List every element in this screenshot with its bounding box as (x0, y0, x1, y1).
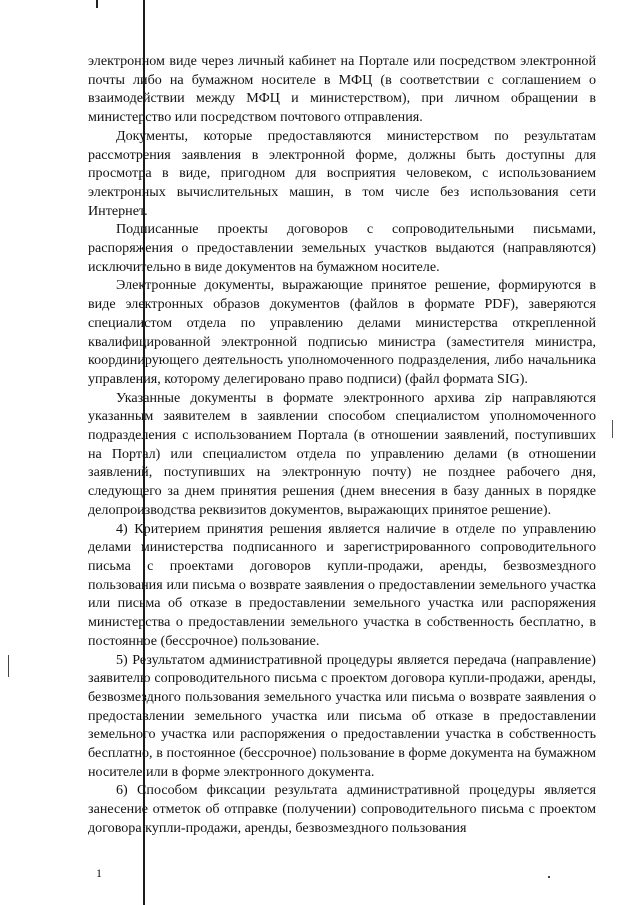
paragraph: 5) Результатом административной процедуры является передача (направление) заявителю сопроводительного письма с проектом договора купли-продажи, аренды, безвозмездного пользования земельного участка или письма о возврате заявления о предоставлении земельного участка или письма об отказе в предоставлении земельного участка или распоряжения о предоставлении участка в собственность бесплатно, в постоянное (бессрочное) пользование в форме документа на бумажном носителе или в форме электронного документа. (88, 651, 596, 780)
scan-artifact-mark (548, 876, 550, 878)
paragraph: 4) Критерием принятия решения является наличие в отделе по управлению делами министерства подписанного и зарегистрированного сопроводительного письма с проектами договоров купли-продажи, аренды, безвозмездного пользования или письма о возврате заявления о предоставлении земельного участка или письма об отказе в предоставлении земельного участка или распоряжения министерства о предоставлении земельного участка в собственность бесплатно, в постоянное (бессрочное) пользование. (88, 520, 596, 649)
page-mark: 1 (96, 866, 102, 880)
paragraph: Указанные документы в формате электронного архива zip направляются указанным заявителем в заявлении способом специалистом уполномоченного подразделения с использованием Портала (в отношении заявлений, поступивших на Портал) или специалистом отдела по управлению делами (в отношении заявлений, поступивших на электронную почту) не позднее рабочего дня, следующего за днем принятия решения (днем внесения в базу данных в порядке делопроизводства реквизитов документов, выражающих принятое решение). (88, 389, 596, 518)
paragraph: электронном виде через личный кабинет на Портале или посредством электронной почты либо на бумажном носителе в МФЦ (в соответствии с соглашением о взаимодействии между МФЦ и министерством), при личном обращении в министерство или посредством почтового отправления. (88, 53, 596, 126)
scan-artifact-mark (8, 655, 9, 677)
scan-artifact-mark (96, 0, 98, 8)
paragraph: Документы, которые предоставляются министерством по результатам рассмотрения заявления в электронной форме, должны быть доступны для просмотра в виде, пригодном для восприятия человеком, с использованием электронных вычислительных машин, в том числе без использования сети Интернет. (88, 127, 596, 219)
scan-artifact-mark (612, 420, 613, 438)
paragraph: Электронные документы, выражающие принятое решение, формируются в виде электронных образов документов (файлов в формате PDF), заверяются специалистом отдела по управлению делами министерства открепленной квалифицированной электронной подписью министра (заместителя министра, координирующего деятельность уполномоченного подразделения, либо начальника управления, которому делегировано право подписи) (файл формата SIG). (88, 277, 596, 387)
paragraph: Подписанные проекты договоров с сопроводительными письмами, распоряжения о предоставлении земельных участков выдаются (направляются) исключительно в виде документов на бумажном носителе. (88, 221, 596, 275)
document-body (88, 52, 596, 838)
paragraph: 6) Способом фиксации результата административной процедуры является занесение отметок об отправке (получении) сопроводительного письма с проектом договора купли-продажи, аренды, безвозмездного пользования (88, 782, 596, 836)
